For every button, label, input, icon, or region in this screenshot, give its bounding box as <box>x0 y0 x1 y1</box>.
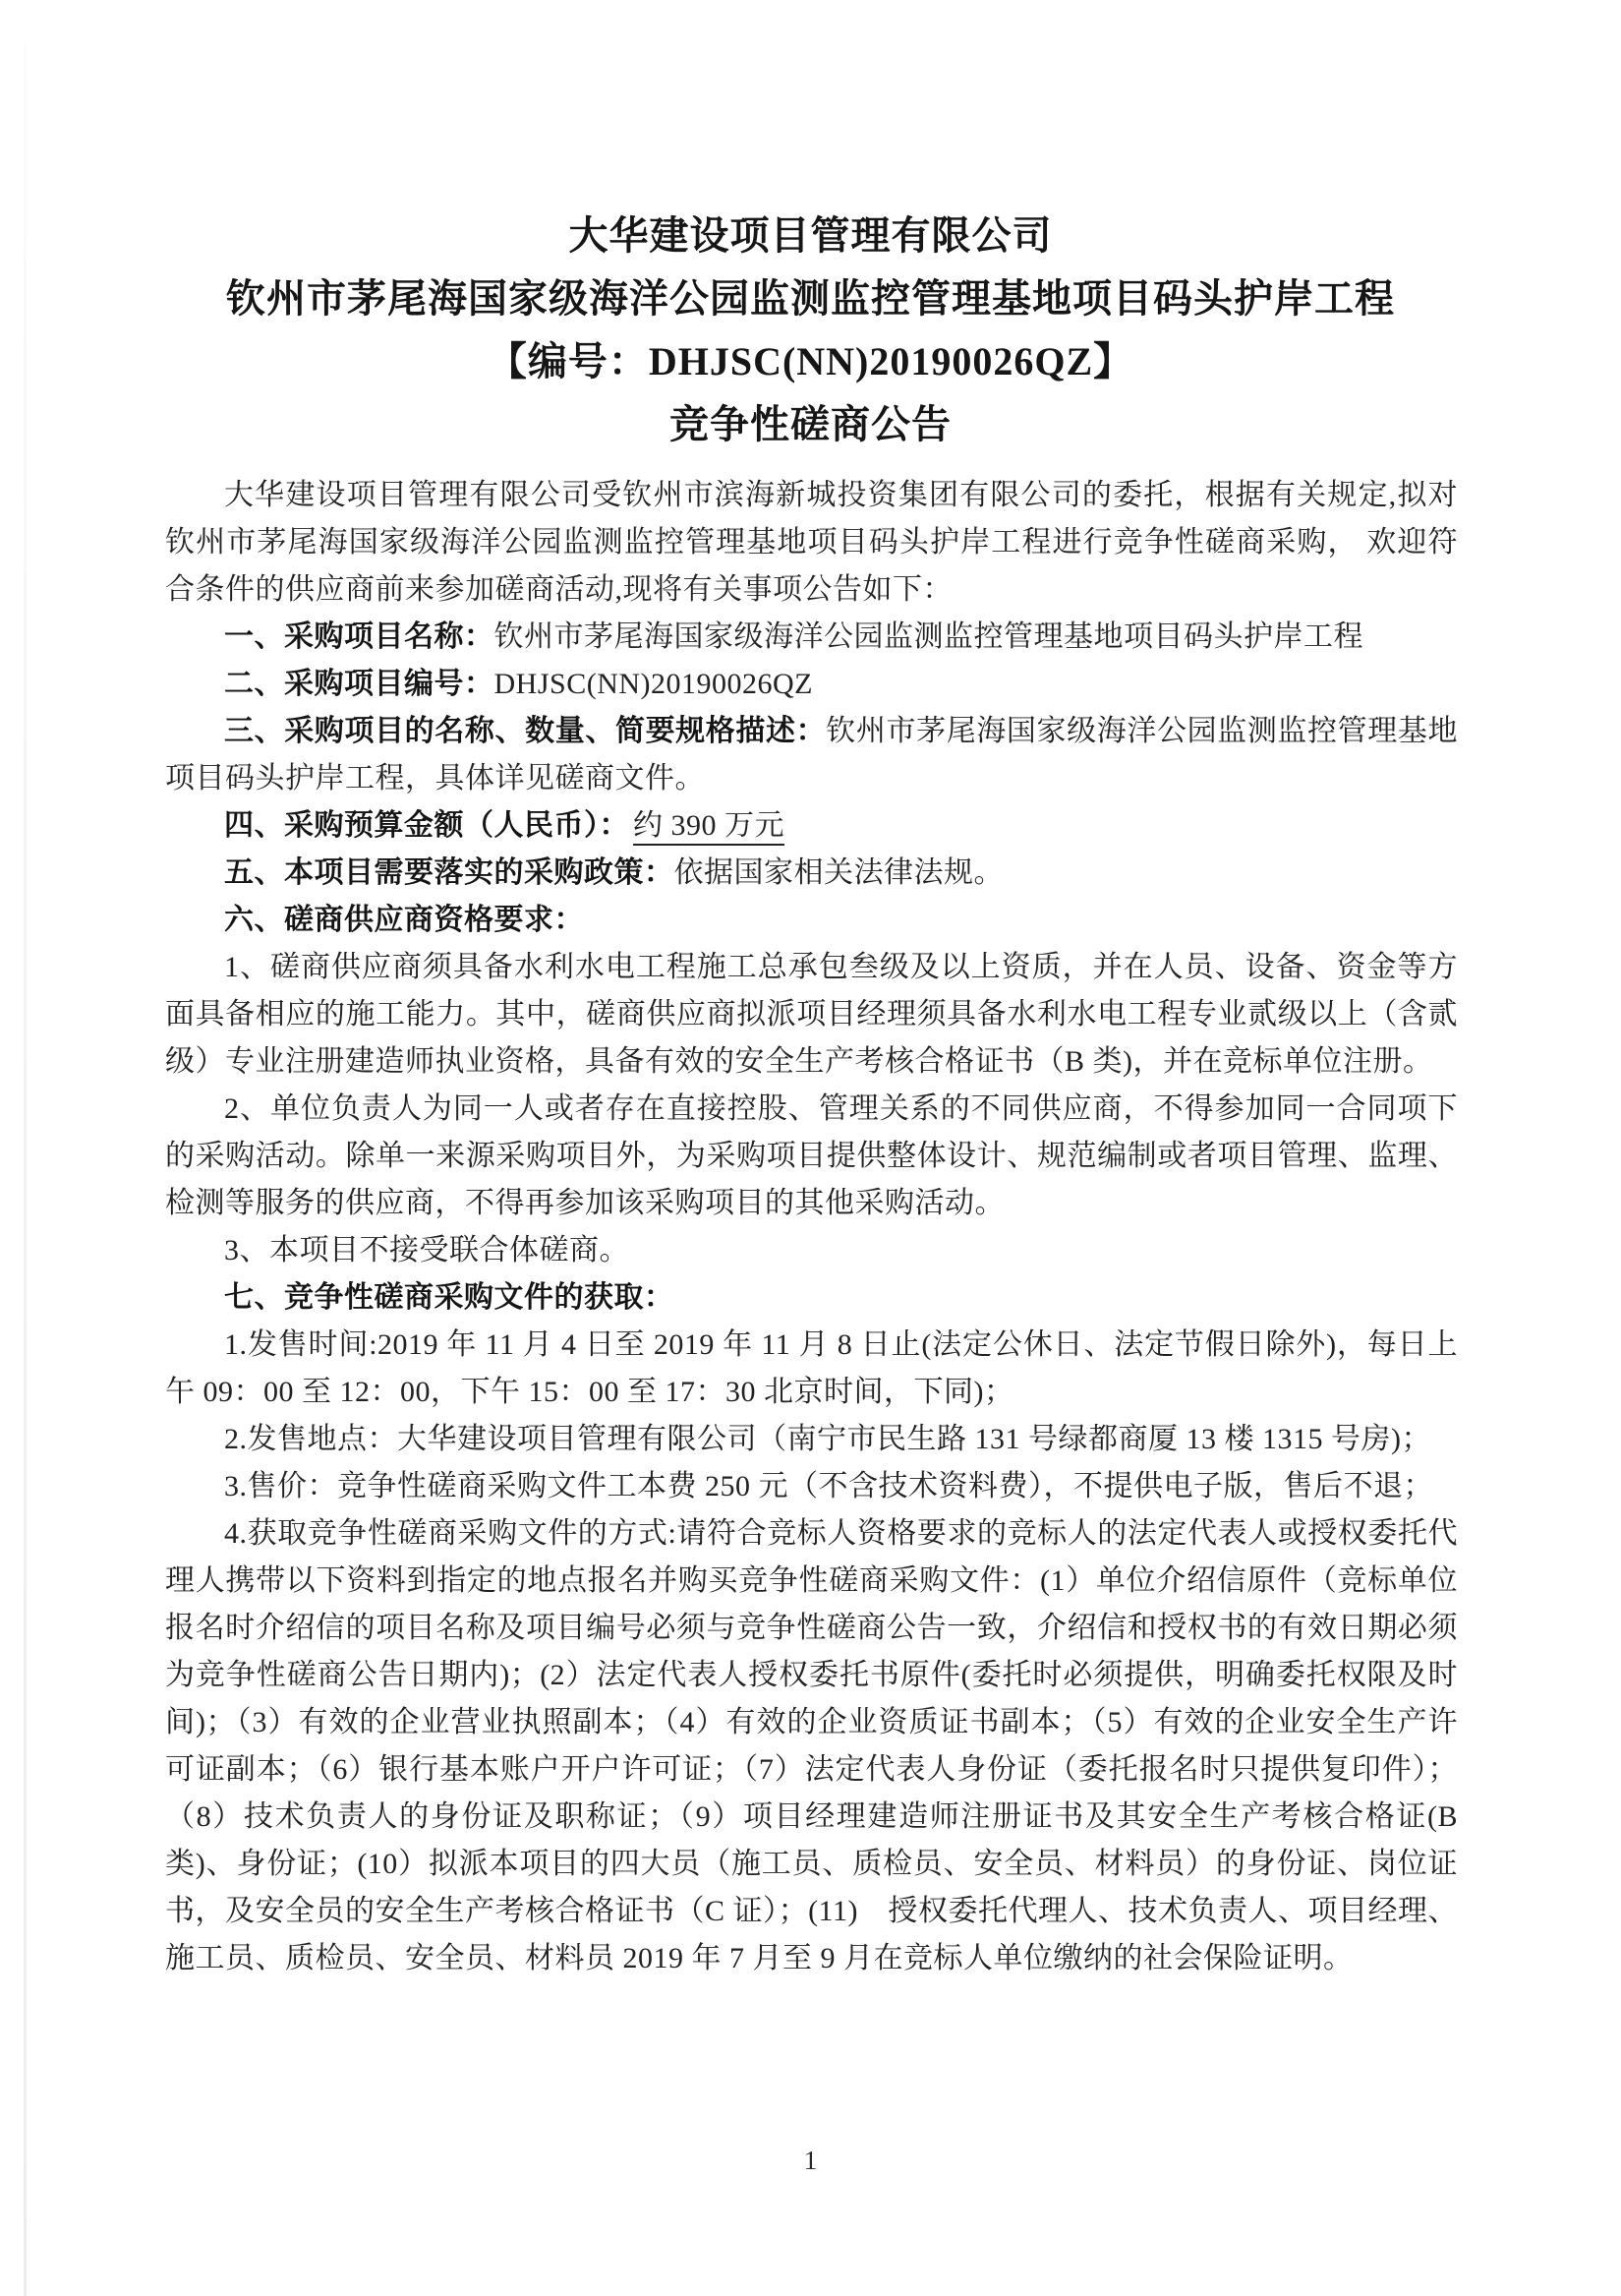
section-3-label: 三、采购项目的名称、数量、简要规格描述： <box>224 715 827 747</box>
section-7-item-3-price: 3.售价：竞争性磋商采购文件工本费 250 元（不含技术资料费），不提供电子版，售后不退； <box>224 1470 1433 1502</box>
section-4-label: 四、采购预算金额（人民币）： <box>224 809 629 842</box>
section-5-label: 五、本项目需要落实的采购政策： <box>224 856 674 889</box>
section-5-policy <box>165 850 1458 897</box>
qualification-item-1: 1、磋商供应商须具备水利水电工程施工总承包叁级及以上资质，并在人员、设备、资金等方面具备相应的施工能力。其中，磋商供应商拟派项目经理须具备水利水电工程专业贰级以上（含贰级）专业注册建造师执业资格，具备有效的安全生产考核合格证书（B 类)，并在竞标单位注册。 <box>165 951 1458 1078</box>
qualification-item-2: 2、单位负责人为同一人或者存在直接控股、管理关系的不同供应商，不得参加同一合同项下的采购活动。除单一来源采购项目外，为采购项目提供整体设计、规范编制或者项目管理、监理、检测等服务的供应商，不得再参加该采购项目的其他采购活动。 <box>165 1092 1458 1219</box>
section-2-label: 二、采购项目编号： <box>224 668 494 700</box>
section-3-value: 钦州市茅尾海国家级海洋公园监测监控管理基地项目码头护岸工程，具体详见磋商文件。 <box>165 715 1458 795</box>
title-announcement-type: 竞争性磋商公告 <box>669 402 952 446</box>
qualification-item-3: 3、本项目不接受联合体磋商。 <box>224 1234 629 1266</box>
section-2-value: DHJSC(NN)20190026QZ <box>493 668 813 700</box>
section-4-budget <box>165 802 1458 850</box>
section-1-project-name <box>165 614 1458 661</box>
intro-paragraph: 大华建设项目管理有限公司受钦州市滨海新城投资集团有限公司的委托，根据有关规定,拟对钦州市茅尾海国家级海洋公园监测监控管理基地项目码头护岸工程进行竞争性磋商采购， 欢迎符合条件的供应商前来参加磋商活动,现将有关事项公告如下： <box>165 479 1458 606</box>
section-5-value: 依据国家相关法律法规。 <box>673 856 1004 889</box>
section-7-heading: 七、竞争性磋商采购文件的获取： <box>224 1281 674 1314</box>
section-1-label: 一、采购项目名称： <box>224 620 494 653</box>
document-body <box>165 472 1458 1982</box>
section-1-value: 钦州市茅尾海国家级海洋公园监测监控管理基地项目码头护岸工程 <box>493 620 1363 653</box>
section-4-budget-amount: 约 390 万元 <box>633 809 784 842</box>
section-3-description <box>165 708 1458 802</box>
section-7-item-4-obtain-method: 4.获取竞争性磋商采购文件的方式:请符合竞标人资格要求的竞标人的法定代表人或授权委托代理人携带以下资料到指定的地点报名并购买竞争性磋商采购文件：(1）单位介绍信原件（竞标单位报名时介绍信的项目名称及项目编号必须与竞争性磋商公告一致，介绍信和授权书的有效日期必须为竞争性磋商公告日期内)；(2）法定代表人授权委托书原件(委托时必须提供，明确委托权限及时间)；（3）有效的企业营业执照副本；（4）有效的企业资质证书副本；（5）有效的企业安全生产许可证副本；（6）银行基本账户开户许可证；（7）法定代表人身份证（委托报名时只提供复印件）；（8）技术负责人的身份证及职称证；（9）项目经理建造师注册证书及其安全生产考核合格证(B 类)、身份证；(10）拟派本项目的四大员（施工员、质检员、安全员、材料员）的身份证、岗位证书，及安全员的安全生产考核合格证书（C 证）；(11) 授权委托代理人、技术负责人、项目经理、施工员、质检员、安全员、材料员 2019 年 7 月至 9 月在竞标人单位缴纳的社会保险证明。 <box>165 1517 1458 1974</box>
section-7-item-1-sale-time: 1.发售时间:2019 年 11 月 4 日至 2019 年 11 月 8 日止(法定公休日、法定节假日除外)，每日上午 09：00 至 12：00，下午 15：00 至 17：30 北京时间，下同)； <box>165 1328 1458 1408</box>
section-2-project-number <box>165 661 1458 708</box>
title-project: 钦州市茅尾海国家级海洋公园监测监控管理基地项目码头护岸工程 <box>226 276 1395 321</box>
document-header <box>0 0 1621 456</box>
title-company: 大华建设项目管理有限公司 <box>568 213 1053 258</box>
page-number: 1 <box>803 2146 818 2175</box>
scan-fold-line <box>24 45 27 2296</box>
section-7-item-2-sale-place: 2.发售地点：大华建设项目管理有限公司（南宁市民生路 131 号绿都商厦 13 楼 1315 号房)； <box>224 1423 1431 1455</box>
title-document-number: 【编号：DHJSC(NN)20190026QZ】 <box>487 339 1134 383</box>
section-6-qualification-heading <box>165 897 1458 944</box>
section-6-label: 六、磋商供应商资格要求： <box>224 904 584 936</box>
